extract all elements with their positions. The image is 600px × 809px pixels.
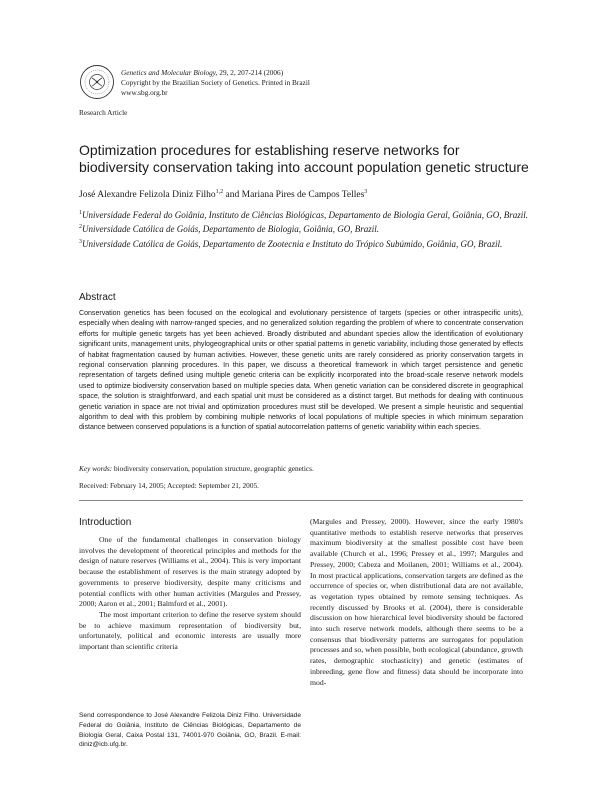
keywords-list: biodiversity conservation, population structure, geographic genetics. (112, 464, 314, 473)
abstract-heading: Abstract (79, 292, 116, 303)
author-list (79, 189, 367, 200)
author-conjunction: and (223, 190, 242, 201)
affiliation-number: 1 (79, 210, 82, 216)
body-paragraph: (Margules and Pressey, 2000). However, since the early 1980's quantitative methods to establish reserve networks that preserves maximum biodiversity at the smallest possible cost have been available (Church et al., 1996; Pressey et al., 1997; Margules and Pressey, 2000; Cabeza and Moilanen, 2001; Williams et al., 2004). In most practical applications, conservation targets are defined as the occurrence of species or, when distributional data are not available, as vegetation types obtained by remote sensing techniques. As recently discussed by Brooks et al. (2004), there is considerable discussion on how hierarchical level biodiversity should be factored into such reserve network models, although there seems to be a consensus that biodiversity patterns are surrogates for population processes and so, when possible, both ecological (abundance, growth rates, demographic stochasticity) and genetic (estimates of inbreeding, gene flow and fitness) data should be incorporate into mod- (310, 517, 523, 687)
introduction-left-column (79, 535, 301, 653)
affiliation-list (79, 207, 529, 250)
introduction-heading: Introduction (79, 517, 132, 528)
affiliation-item (79, 207, 529, 221)
author-affiliation-mark: 1,2 (215, 189, 224, 195)
abstract-body: Conservation genetics has been focused on the ecological and evolutionary persistence of targets (species or other intraspecific units), especially when dealing with narrow-ranged species, and no generalized solution regarding the problem of where to concentrate conservation efforts for multiple genetic targets has yet been achieved. Broadly distributed and abundant species allow the identification of evolutionary significant units, management units, phylogeographical units or other spatial patterns in genetic variability, including those generated by effects of habitat fragmentation caused by human activities. However, these genetic units are rarely considered as priority conservation targets in regional conservation planning procedures. In this paper, we discuss a theoretical framework in which target persistence and genetic representation of targets defined using multiple genetic criteria can be explicitly incorporated into the broad-scale reserve network models used to optimize biodiversity conservation based on multiple species data. When genetic variation can be considered discrete in geographical space, the solution is straightforward, and each spatial unit must be considered as a distinct target. But methods for dealing with continuous genetic variation in space are not trivial and optimization procedures must still be developed. We present a simple heuristic and sequential algorithm to deal with this problem by combining multiple networks of local populations of multiple species in which minimum separation distance between conserved populations is a function of spatial autocorrelation patterns of genetic variability within each species. (79, 310, 523, 432)
journal-url[interactable]: www.sbg.org.br (121, 88, 168, 97)
body-paragraph: The most important criterion to define the reserve system should be to achieve maximum representation of biodiversity but, unfortunately, political and economic interests are usually more important than scientific criteria (79, 609, 301, 652)
author-name: Mariana Pires de Campos Telles (241, 190, 365, 201)
affiliation-text: Universidade Católica de Goiás, Departamento de Biologia, Goiânia, GO, Brazil. (82, 224, 379, 235)
sbg-society-logo (79, 64, 115, 100)
affiliation-text: Universidade Católica de Goiás, Departamento de Zootecnia e Instituto do Trópico Subúmido, Goiânia, GO, Brazil. (82, 238, 503, 249)
affiliation-item (79, 221, 529, 235)
author-name: José Alexandre Felizola Diniz Filho (79, 190, 216, 201)
affiliation-item (79, 236, 529, 250)
received-dates: Received: February 14, 2005; Accepted: September 21, 2005. (79, 481, 259, 490)
journal-copyright: Copyright by the Brazilian Society of Genetics. Printed in Brazil (121, 78, 310, 87)
affiliation-number: 3 (79, 238, 82, 245)
journal-name: Genetics and Molecular Biology, (121, 68, 218, 77)
journal-citation: 29, 2, 207-214 (2006) (217, 68, 284, 77)
journal-citation-line (121, 68, 421, 78)
paper-title: Optimization procedures for establishing reserve networks for biodiversity conservation taking into account population genetic structure (79, 142, 529, 175)
author-affiliation-mark: 3 (364, 189, 368, 195)
article-type: Research Article (79, 108, 128, 117)
journal-header (121, 68, 421, 98)
keywords (79, 464, 314, 473)
affiliation-number: 2 (79, 224, 82, 231)
keywords-label: Key words: (79, 464, 113, 473)
introduction-right-column (310, 517, 523, 688)
section-divider (79, 500, 523, 501)
body-paragraph: One of the fundamental challenges in conservation biology involves the development of theoretical principles and methods for the design of nature reserves (Williams et al., 2004). This is very important because the establishment of reserves is the main strategy adopted by governments to preserve biodiversity, despite many criticisms and potential conflicts with other human activities (Margules and Pressey, 2000; Aaron et al., 2001; Balmford et al., 2001). (79, 535, 301, 609)
affiliation-text: Universidade Federal do Goiânia, Instituto de Ciências Biológicas, Departamento de Biologia Geral, Goiânia, GO, Brazil. (82, 210, 528, 220)
correspondence-footnote: Send correspondence to José Alexandre Felizola Diniz Filho. Universidade Federal do Goiânia, Instituto de Ciências Biológicas, Departamento de Biologia Geral, Caixa Postal 131, 74001-970 Goiânia, GO, Brazil. E-mail: diniz@icb.ufg.br. (79, 712, 301, 749)
